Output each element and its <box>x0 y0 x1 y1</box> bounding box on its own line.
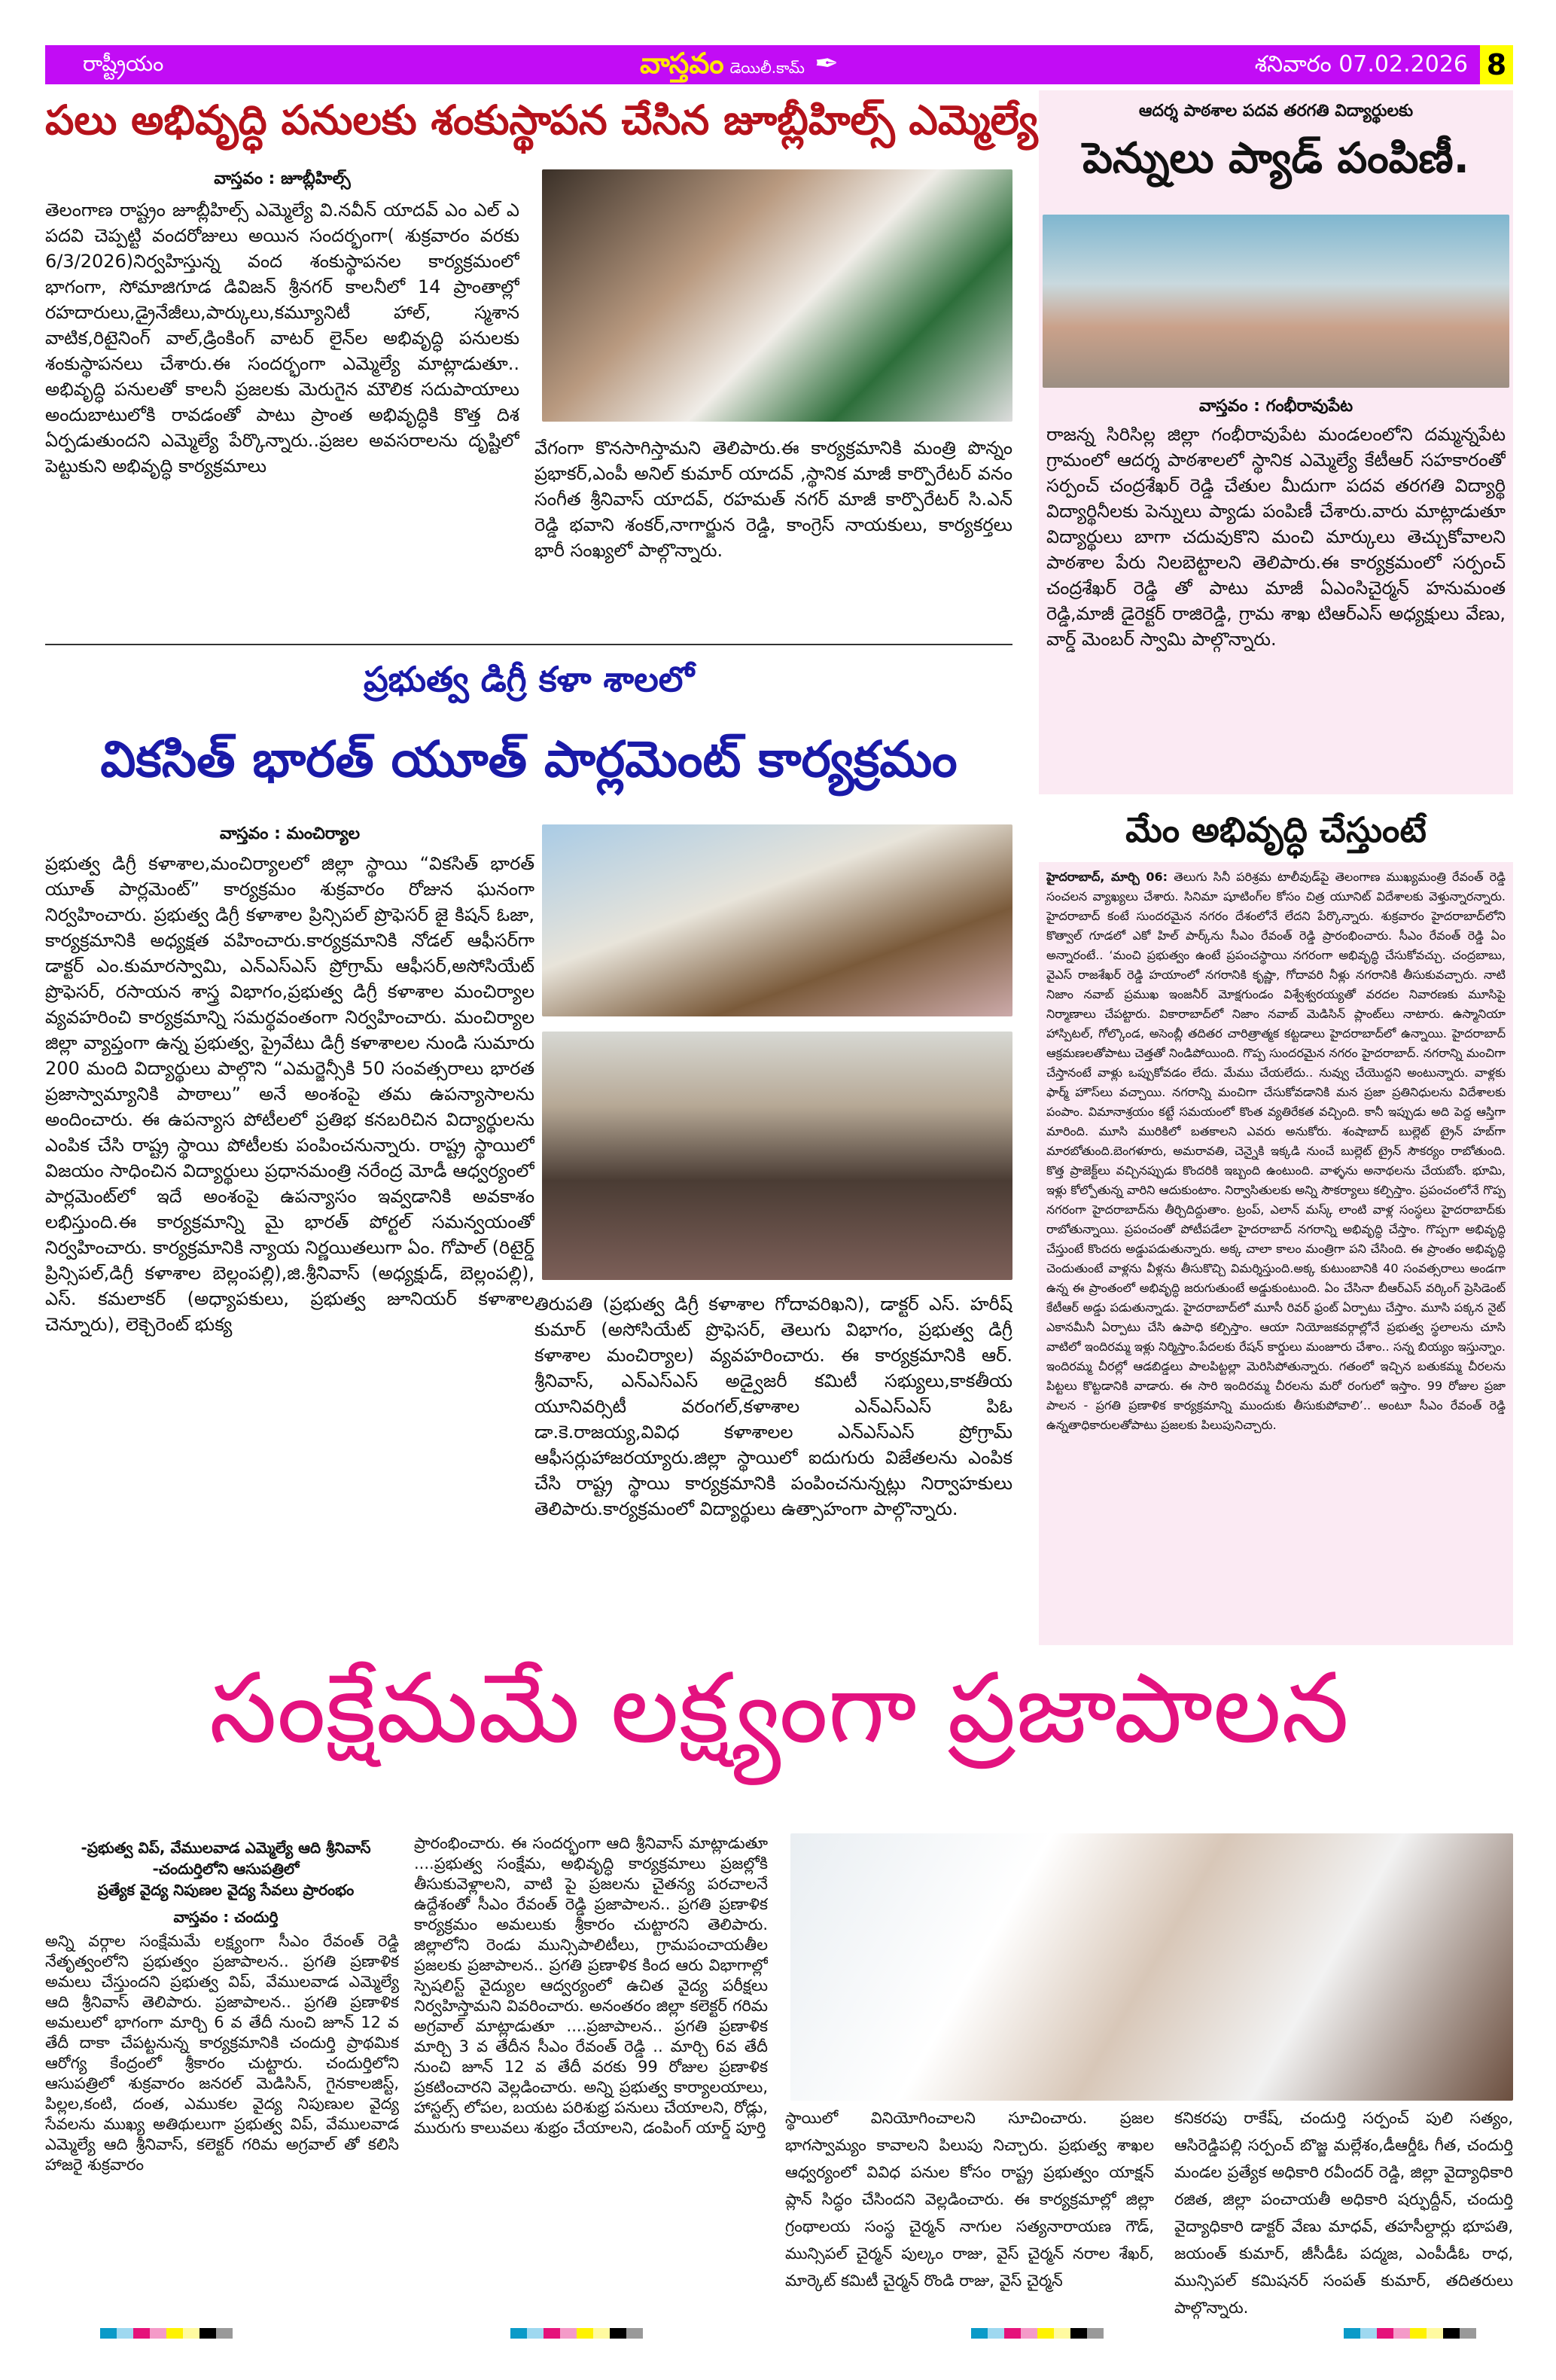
story4-subheads <box>45 1837 407 1927</box>
story3-body <box>1046 867 1506 1643</box>
story-right-kicker: ఆదర్శ పాఠశాల పదవ తరగతి విద్యార్థులకు <box>1138 102 1414 120</box>
registration-swatch <box>183 2328 199 2339</box>
subhead: -ప్రభుత్వ విప్, వేములవాడ ఎమ్మెల్యే ఆది శ్రీనివాస్ <box>81 1839 371 1857</box>
subhead: -చందుర్తిలోని ఆసుపత్రిలో <box>152 1860 300 1878</box>
registration-swatch <box>216 2328 233 2339</box>
story-right-body: రాజన్న సిరిసిల్ల జిల్లా గంభీరావుపేట మండలంలోని దమ్మన్నపేట గ్రామంలో ఆదర్శ పాఠశాలలో స్థానిక ఎమ్మెల్యే కేటీఆర్ సహకారంతో సర్పంచ్ చంద్రశేఖర్ రెడ్డి చేతుల మీదుగా పదవ తరగతి విద్యార్థి విద్యార్థినీలకు పెన్నులు ప్యాడు పంపిణీ చేశారు.వారు మాట్లాడుతూ విద్యార్థులు బాగా చదువుకొని మంచి మార్కులు తెచ్చుకోవాలని పాఠశాల పేరు నిలబెట్టాలని తెలిపారు.ఈ కార్యక్రమంలో సర్పంచ్ చంద్రశేఖర్ రెడ్డి తో పాటు మాజీ ఏఎంసిచైర్మన్ హనుమంత రెడ్డి,మాజీ డైరెక్టర్ రాజిరెడ్డి, గ్రామ శాఖ టిఆర్ఎస్ అధ్యక్షులు వేణు, వార్డ్ మెంబర్ స్వామి పాల్గొన్నారు. <box>1046 424 1506 650</box>
story2-photo-audience <box>542 1032 1012 1280</box>
story2-dateline: వాస్తవం : మంచిర్యాల <box>219 824 361 843</box>
story4-col2: ప్రారంభించారు. ఈ సందర్భంగా ఆది శ్రీనివాస్ మాట్లాడుతూ ....ప్రభుత్వ సంక్షేమ, అభివృద్ధి కార్యక్రమాలు ప్రజల్లోకి తీసుకువెళ్లాలని, వాటి పై ప్రజలను చైతన్య పరచాలనే ఉద్దేశంతో సీఎం రేవంత్ రెడ్డి ప్రజాపాలన.. ప్రగతి ప్రణాళిక కార్యక్రమం అమలుకు శ్రీకారం చుట్టారని తెలిపారు. జిల్లాలోని రెండు మున్సిపాలిటీలు, గ్రామపంచాయతీల ప్రజలకు ప్రజాపాలన.. ప్రగతి ప్రణాళిక కింద ఆరు విభాగాల్లో స్పెషలిస్ట్ వైద్యుల ఆద్వర్యంలో ఉచిత వైద్య పరీక్షలు నిర్వహిస్తామని వివరించారు. అనంతరం జిల్లా కలెక్టర్ గరిమ అగ్రవాల్ మాట్లాడుతూ ....ప్రజాపాలన.. ప్రగతి ప్రణాళిక మార్చి 3 వ తేదీన సీఎం రేవంత్ రెడ్డి .. మార్చి 6వ తేదీ నుంచి జూన్ 12 వ తేదీ వరకు 99 రోజుల ప్రణాళిక ప్రకటించారని వెల్లడించారు. అన్ని ప్రభుత్వ కార్యాలయాలు, హాస్టల్స్ లోపల, బయట పరిశుభ్ర పనులు చేయాలని, రోడ్లు, మురుగు కాలువలు శుభ్రం చేయాలని, డంపింగ్ యార్డ్ పూర్తి <box>414 1834 768 2137</box>
story1-photo <box>542 169 1012 422</box>
story1-body-continued: వేగంగా కొనసాగిస్తామని తెలిపారు.ఈ కార్యక్రమానికి మంత్రి పొన్నం ప్రభాకర్,ఎంపీ అనిల్ కుమార్ యాదవ్ ,స్థానిక మాజీ కార్పొరేటర్ వనం సంగీత శ్రీనివాస్ యాదవ్, రహమత్ నగర్ మాజీ కార్పొరేటర్ సి.ఎన్ రెడ్డి భవాని శంకర్,నాగార్జున రెడ్డి, కాంగ్రెస్ నాయకులు, కార్యకర్తలు భారీ సంఖ్యలో పాల్గొన్నారు. <box>534 437 1012 561</box>
divider <box>45 644 1012 645</box>
color-registration-strip <box>1344 2328 1476 2339</box>
story4-col1: అన్ని వర్గాల సంక్షేమమే లక్ష్యంగా సీఎం రేవంత్ రెడ్డి నేతృత్వంలోని ప్రభుత్వం ప్రజాపాలన.. ప్రగతి ప్రణాళిక అమలు చేస్తుందని ప్రభుత్వ విప్, వేములవాడ ఎమ్మెల్యే ఆది శ్రీనివాస్ తెలిపారు. ప్రజాపాలన.. ప్రగతి ప్రణాళిక అమలులో భాగంగా మార్చి 6 వ తేదీ నుంచి జూన్ 12 వ తేదీ దాకా చేపట్టనున్న కార్యక్రమానికి చందుర్తి ప్రాథమిక ఆరోగ్య కేంద్రంలో శ్రీకారం చుట్టారు. చందుర్తిలోని ఆసుపత్రిలో శుక్రవారం జనరల్ మెడిసిన్, గైనకాలజిస్ట్, పిల్లల,కంటి, దంత, ఎముకల వైద్య నిపుణుల వైద్య సేవలను ముఖ్య అతిథులుగా ప్రభుత్వ విప్, వేములవాడ ఎమ్మెల్యే ఆది శ్రీనివాస్, కలెక్టర్ గరిమ అగ్రవాల్ తో కలిసి హాజరై శుక్రవారం <box>45 1932 399 2174</box>
story4-photo <box>790 1833 1513 2101</box>
registration-swatch <box>1393 2328 1410 2339</box>
story-right-photo <box>1043 215 1509 388</box>
story1-body: తెలంగాణ రాష్ట్రం జూబ్లీహిల్స్ ఎమ్మెల్యే వి.నవీన్ యాదవ్ ఎం ఎల్ ఎ పదవి చెప్పట్టి వందరోజులు అయిన సందర్భంగా( శుక్రవారం వరకు 6/3/2026)నిర్వహిస్తున్న వంద శంకుస్థాపనల కార్యక్రమంలో భాగంగా, సోమాజిగూడ డివిజన్ శ్రీనగర్ కాలనీలో 14 ప్రాంతాల్లో రహదారులు,డ్రైనేజీలు,పార్కులు,కమ్యూనిటీ హాల్, స్మశాన వాటిక,రిటైనింగ్ వాల్,డ్రింకింగ్ వాటర్ లైన్‌ల అభివృద్ధి పనులకు శంకుస్థాపనలు చేశారు.ఈ సందర్భంగా ఎమ్మెల్యే మాట్లాడుతూ.. అభివృద్ధి పనులతో కాలనీ ప్రజలకు మెరుగైన మౌలిక సదుపాయాలు అందుబాటులోకి రావడంతో పాటు ప్రాంత అభివృద్ధికి కొత్త దిశ ఏర్పడుతుందని ఎమ్మెల్యే పేర్కొన్నారు..ప్రజల అవసరాలను దృష్టిలో పెట్టుకుని అభివృద్ధి కార్యక్రమాలు <box>45 200 519 477</box>
registration-swatch <box>1443 2328 1460 2339</box>
story-right-headline: పెన్నులు ప్యాడ్ పంపిణీ. <box>1083 134 1469 183</box>
banner-headline: సంక్షేమమే లక్ష్యంగా ప్రజాపాలన <box>209 1653 1349 1765</box>
story2-body-continued: తిరుపతి (ప్రభుత్వ డిగ్రీ కళాశాల గోదావరిఖని), డాక్టర్ ఎస్. హరీష్ కుమార్ (అసోసియేట్ ప్రొఫెసర్, తెలుగు విభాగం, ప్రభుత్వ డిగ్రీ కళాశాల మంచిర్యాల) వ్యవహరించారు. ఈ కార్యక్రమానికి ఆర్. శ్రీనివాస్, ఎన్ఎస్ఎస్ అడ్వైజరీ కమిటీ సభ్యులు,కాకతీయ యూనివర్సిటీ వరంగల్,కళాశాల ఎన్ఎస్ఎస్ పిఓ డా.కె.రాజయ్య,వివిధ కళాశాలల ఎన్ఎస్ఎస్ ప్రోగ్రామ్ ఆఫీసర్లుహాజరయ్యారు.జిల్లా స్థాయిలో ఐదుగురు విజేతలను ఎంపిక చేసి రాష్ట్ర స్థాయి కార్యక్రమానికి పంపించనున్నట్లు నిర్వాహకులు తెలిపారు.కార్యక్రమంలో విద్యార్థులు ఉత్సాహంగా పాల్గొన్నారు. <box>534 1294 1012 1519</box>
registration-swatch <box>544 2328 560 2339</box>
story4-col4: కనికరపు రాకేష్, చందుర్తి సర్పంచ్ పులి సత్యం, ఆసిరెడ్డిపల్లి సర్పంచ్ బొజ్జ మల్లేశం,డీఆర్డీఓ గీత, చందుర్తి మండల ప్రత్యేక అధికారి రవీందర్ రెడ్డి, జిల్లా వైద్యాధికారి రజిత, జిల్లా పంచాయతీ అధికారి షర్ఫుద్దీన్, చందుర్తి వైద్యాధికారి డాక్టర్ వేణు మాధవ్, తహసీల్దార్లు భూపతి, జయంత్ కుమార్, జీసీడీఓ పద్మజ, ఎంపీడీఓ రాధ, మున్సిపల్ కమిషనర్ సంపత్ కుమార్, తదితరులు పాల్గొన్నారు. <box>1174 2109 1513 2317</box>
section-name: రాష్ట్రీయం <box>83 51 164 76</box>
registration-swatch <box>1410 2328 1427 2339</box>
logo-text: వాస్తవం <box>640 47 724 80</box>
registration-swatch <box>593 2328 610 2339</box>
page-number: 8 <box>1480 45 1513 84</box>
logo-sub: డెయిలీ.కామ్ <box>729 59 805 77</box>
issue-date: శనివారం 07.02.2026 <box>1254 51 1468 78</box>
story2-photo-stage <box>542 824 1012 1016</box>
registration-swatch <box>133 2328 150 2339</box>
story4-col3: స్థాయిలో వినియోగించాలని సూచించారు. ప్రజల భాగస్వామ్యం కావాలని పిలుపు నిచ్చారు. ప్రభుత్వ శాఖల ఆధ్వర్యంలో వివిధ పనుల కోసం రాష్ట్ర ప్రభుత్వం యాక్షన్ ప్లాన్ సిద్ధం చేసిందని వెల్లడించారు. ఈ కార్యక్రమాల్లో జిల్లా గ్రంథాలయ సంస్థ చైర్మన్ నాగుల సత్యనారాయణ గౌడ్, మున్సిపల్ చైర్మన్ పుల్కం రాజు, వైస్ చైర్మన్ నరాల శేఖర్, మార్కెట్ కమిటీ చైర్మన్ రొండి రాజు, వైస్ చైర్మన్ <box>785 2109 1154 2290</box>
registration-swatch <box>150 2328 166 2339</box>
color-registration-strip <box>510 2328 643 2339</box>
registration-swatch <box>1004 2328 1021 2339</box>
story1-dateline: వాస్తవం : జూబ్లీహిల్స్ <box>214 169 351 188</box>
registration-swatch <box>510 2328 527 2339</box>
registration-swatch <box>1037 2328 1054 2339</box>
masthead-bar <box>45 45 1513 84</box>
registration-swatch <box>1427 2328 1443 2339</box>
story3-text: తెలుగు సినీ పరిశ్రమ టాలీవుడ్‌పై తెలంగాణ ముఖ్యమంత్రి రేవంత్ రెడ్డి సంచలన వ్యాఖ్యలు చేశారు. సినిమా షూటింగ్‌ల కోసం చిత్ర యూనిట్ విదేశాలకు వెళ్తున్నారన్నారు. హైదరాబాద్ కంటే సుందరమైన నగరం దేశంలోనే లేదని పేర్కొన్నారు. శుక్రవారం హైదరాబాద్‌లోని కొత్వాల్ గూడలో ఎకో హిల్ పార్క్‌ను సీఎం రేవంత్ రెడ్డి ప్రారంభించారు. సీఎం రేవంత్ రెడ్డి ఏం అన్నారంటే.. ‘మంచి ప్రభుత్వం ఉంటే ప్రపంచస్థాయి నగరంగా అభివృద్ధి చేసుకోవచ్చు. చంద్రబాబు, వైఎస్ రాజశేఖర్ రెడ్డి హయాంలో నగరానికి కృష్ణా, గోదావరి నీళ్లు నగరానికి తీసుకువచ్చారు. నాటి నిజాం నవాబ్ ప్రముఖ ఇంజనీర్ మోక్షగుండం విశ్వేశ్వరయ్యతో వరదల నివారణకు మూసిపై నిర్మాణాలు చేపట్టారు. వికారాబాద్‌లో నిజాం నవాబ్ మెడిసిన్ ప్లాంట్‌లు నాటారు. ఉస్మానియా హాస్పిటల్, గోల్కొండ, అసెంబ్లీ తదితర చారిత్రాత్మక కట్టడాలు హైదరాబాద్‌లో ఉన్నాయి. హైదరాబాద్ ఆక్రమణలతోపాటు చెత్తతో నిండిపోయింది. గొప్ప సుందరమైన నగరం హైదరాబాద్. నగరాన్ని మంచిగా చేస్తానంటే వాళ్లు ఒప్పుకోవడం లేదు. మేము చేయలేదు.. నువ్వు చేయొద్దని అంటున్నారు. వాళ్లకు ఫార్మ్ హౌస్‌లు వచ్చాయి. నగరాన్ని మంచిగా చేసుకోవడానికి మన ప్రజా ప్రతినిధులను విదేశాలకు పంపాం. విమానాశ్రయం కట్టే సమయంలో కొంత వ్యతిరేకత వచ్చింది. కానీ ఇప్పుడు అది పెద్ద ఆస్తిగా మారింది. మూసి మురికిలో బతకాలని ఎవరు అనుకోరు. శంషాబాద్ బుల్లెట్ ట్రైన్ హబ్‌గా మారబోతుంది.బెంగళూరు, అమరావతి, చెన్నైకి ఇక్కడి నుంచే బుల్లెట్ ట్రైన్ సౌకర్యం రాబోతుంది. కొత్త ప్రాజెక్ట్‌లు వచ్చినప్పుడు కొందరికి ఇబ్బంది ఉంటుంది. వాళ్ళను అనాథలను చేయబోం. భూమి, ఇళ్లు కోల్పోతున్న వారిని ఆదుకుంటాం. నిర్వాసితులకు అన్ని సౌకర్యాలు కల్పిస్తాం. ప్రపంచంలోనే గొప్ప నగరంగా హైదరాబాద్‌ను తీర్చిదిద్దుతాం. ట్రంప్, ఎలాన్ మస్క్ లాంటి వాళ్ల సంస్థలు హైదరాబాద్‌కు రాబోతున్నాయి. ప్రపంచంతో పోటీపడేలా హైదరాబాద్ నగరాన్ని అభివృద్ధి చేస్తాం. గొప్పగా అభివృద్ధి చేస్తుంటే కొందరు అడ్డుపడుతున్నారు. అక్క చాలా కాలం మంత్రిగా పని చేసింది. ఈ ప్రాంతం అభివృద్ధి చెందుతుంటే వాళ్లను వీళ్లను తీసుకొచ్చి విమర్శిస్తుంది.అక్క కుటుంబానికి 40 సంవత్సరాలు అండగా ఉన్న ఈ ప్రాంతంలో అభివృద్ధి జరుగుతుంటే అడ్డుకుంటుంది. ఏం చేసినా బీఆర్ఎస్ వర్కింగ్ ప్రెసిడెంట్ కేటీఆర్ అడ్డు పడుతున్నాడు. హైదరాబాద్‌లో మూసీ రివర్ ఫ్రంట్ ఏర్పాటు చేస్తాం. మూసి పక్కన నైట్ ఎకానమీనీ ఏర్పాటు చేసి ఉపాధి కల్పిస్తాం. ఆయా నియోజకవర్గాల్లోనే ప్రభుత్వ స్థలాలను చూసి వాటిలో ఇందిరమ్మ ఇళ్లు నిర్మిస్తాం.పేదలకు రేషన్ కార్డులు మంజూరు చేశాం.. సన్న బియ్యం ఇస్తున్నాం. ఇందిరమ్మ చీరల్లో ఆడబిడ్డలు పాలపిట్టల్లా మెరిసిపోతున్నారు. గతంలో ఇచ్చిన బతుకమ్మ చీరలను పిట్టలు కొట్టడానికి వాడారు. ఈ సారి ఇందిరమ్మ చీరలను మరో రంగులో ఇస్తాం. 99 రోజుల ప్రజా పాలన - ప్రగతి ప్రణాళిక కార్యక్రమాన్ని ముందుకు తీసుకుపోవాలి’.. అంటూ సీఎం రేవంత్ రెడ్డి ఉన్నతాధికారులతోపాటు ప్రజలకు పిలుపునిచ్చారు. <box>1046 870 1506 1432</box>
registration-swatch <box>1460 2328 1476 2339</box>
registration-swatch <box>577 2328 593 2339</box>
color-registration-strip <box>100 2328 233 2339</box>
registration-swatch <box>971 2328 988 2339</box>
registration-swatch <box>1360 2328 1377 2339</box>
story4-dateline: వాస్తవం : చందుర్తి <box>173 1908 279 1926</box>
registration-swatch <box>1377 2328 1393 2339</box>
subhead: ప్రత్యేక వైద్య నిపుణల వైద్య సేవలు ప్రారంభం <box>97 1881 355 1899</box>
story-right-dateline: వాస్తవం : గంభీరావుపేట <box>1198 397 1354 416</box>
registration-swatch <box>166 2328 183 2339</box>
registration-swatch <box>117 2328 133 2339</box>
registration-swatch <box>527 2328 544 2339</box>
pen-icon: ✒ <box>815 47 839 80</box>
registration-swatch <box>1021 2328 1037 2339</box>
registration-swatch <box>560 2328 577 2339</box>
registration-swatch <box>610 2328 626 2339</box>
story2-headline: వికసిత్ భారత్ యూత్ పార్లమెంట్ కార్యక్రమం <box>100 730 958 788</box>
registration-swatch <box>1054 2328 1070 2339</box>
registration-swatch <box>1070 2328 1087 2339</box>
story3-headline: మేం అభివృద్ధి చేస్తుంటే <box>1125 809 1427 850</box>
registration-swatch <box>1087 2328 1104 2339</box>
newspaper-logo <box>640 47 839 87</box>
registration-swatch <box>1344 2328 1360 2339</box>
story1-headline: పలు అభివృద్ధి పనులకు శంకుస్థాపన చేసిన జూబ్లీహిల్స్ ఎమ్మెల్యే <box>45 96 1038 144</box>
registration-swatch <box>199 2328 216 2339</box>
registration-swatch <box>626 2328 643 2339</box>
registration-swatch <box>100 2328 117 2339</box>
color-registration-strip <box>971 2328 1104 2339</box>
story3-dateline: హైదరాబాద్, మార్చి 06: <box>1046 870 1168 884</box>
story2-body: ప్రభుత్వ డిగ్రీ కళాశాల,మంచిర్యాలలో జిల్లా స్థాయి “వికసిత్ భారత్ యూత్ పార్లమెంట్” కార్యక్రమం శుక్రవారం రోజున ఘనంగా నిర్వహించారు. ప్రభుత్వ డిగ్రీ కళాశాల ప్రిన్సిపల్ ప్రొఫెసర్ జై కిషన్ ఓజా, కార్యక్రమానికి అధ్యక్షత వహించారు.కార్యక్రమానికి నోడల్ ఆఫీసర్‌గా డాక్టర్ ఎం.కుమారస్వామి, ఎన్ఎస్ఎస్ ప్రోగ్రామ్ ఆఫీసర్,అసోసియేట్ ప్రొఫెసర్, రసాయన శాస్త్ర విభాగం,ప్రభుత్వ డిగ్రీ కళాశాల మంచిర్యాల వ్యవహరించి కార్యక్రమాన్ని సమర్థవంతంగా నిర్వహించారు. మంచిర్యాల జిల్లా వ్యాప్తంగా ఉన్న ప్రభుత్వ, ప్రైవేటు డిగ్రీ కళాశాలల నుండి సుమారు 200 మంది విద్యార్థులు పాల్గొని “ఎమర్జెన్సీకి 50 సంవత్సరాలు భారత ప్రజాస్వామ్యానికి పాఠాలు” అనే అంశంపై తమ ఉపన్యాసాలను అందించారు. ఈ ఉపన్యాస పోటీలలో ప్రతిభ కనబరిచిన విద్యార్థులను ఎంపిక చేసి రాష్ట్ర స్థాయి పోటీలకు పంపించనున్నారు. రాష్ట్ర స్థాయిలో విజయం సాధించిన విద్యార్థులు ప్రధానమంత్రి నరేంద్ర మోడీ ఆధ్వర్యంలో పార్లమెంట్‌లో ఇదే అంశంపై ఉపన్యాసం ఇవ్వడానికి అవకాశం లభిస్తుంది.ఈ కార్యక్రమాన్ని మై భారత్ పోర్టల్ సమన్వయంతో నిర్వహించారు. కార్యక్రమానికి న్యాయ నిర్ణయితలుగా ఏం. గోపాల్ (రిటైర్డ్ ప్రిన్సిపల్,డిగ్రీ కళాశాల బెల్లంపల్లి),జి.శ్రీనివాస్ (అధ్యక్షుడ్, బెల్లంపల్లి), ఎస్. కమలాకర్ (అధ్యాపకులు, ప్రభుత్వ జూనియర్ కళాశాల చెన్నూరు), లెక్చెరెంట్ భుక్య <box>45 853 534 1335</box>
registration-swatch <box>988 2328 1004 2339</box>
story2-kicker: ప్రభుత్వ డిగ్రీ కళా శాలలో <box>363 659 695 699</box>
